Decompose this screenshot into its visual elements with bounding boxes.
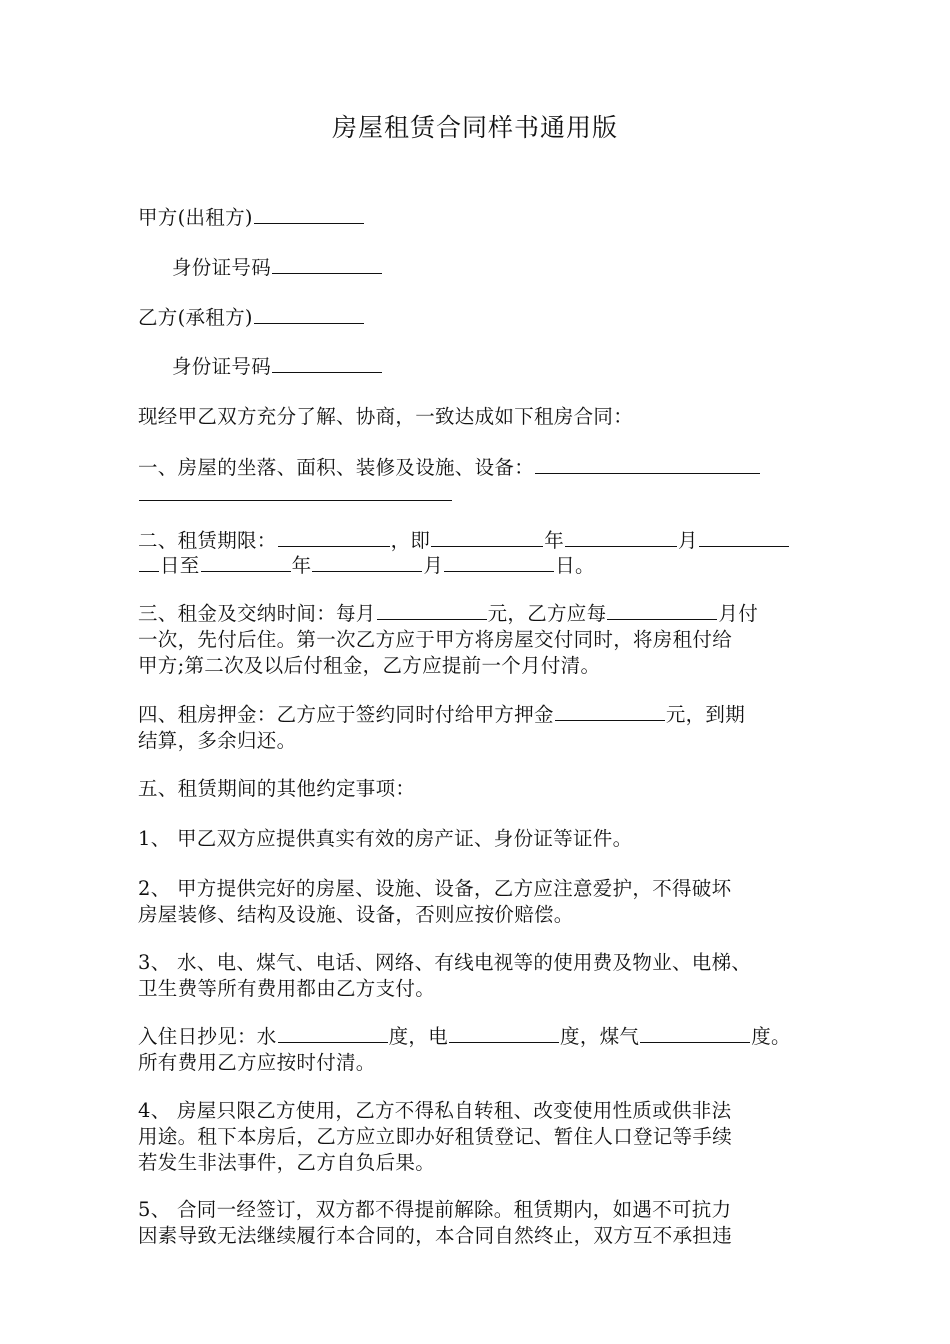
item-4-line-1: 4、 房屋只限乙方使用，乙方不得私自转租、改变使用性质或供非法: [138, 1099, 732, 1122]
end-month-field[interactable]: [312, 553, 422, 572]
start-year-field[interactable]: [431, 528, 543, 547]
start-day-unit: 日至: [160, 554, 200, 577]
property-details-field[interactable]: [535, 455, 760, 474]
water-reading-field[interactable]: [278, 1024, 388, 1043]
water-label: 入住日抄见：水: [138, 1025, 277, 1048]
section-5-heading: 五、租赁期间的其他约定事项：: [138, 777, 416, 800]
item-3-line-1: 3、 水、电、煤气、电话、网络、有线电视等的使用费及物业、电梯、: [138, 951, 752, 974]
electricity-label: 度，电: [388, 1025, 449, 1048]
lease-term-label: 二、租赁期限：: [138, 529, 277, 552]
party-a-line: [138, 202, 365, 230]
intro-text: 现经甲乙双方充分了解、协商，一致达成如下租房合同：: [138, 405, 634, 428]
start-month-unit: 月: [678, 529, 698, 552]
end-year-field[interactable]: [201, 553, 291, 572]
end-month-unit: 月: [423, 554, 444, 577]
party-b-id-label: 身份证号码: [172, 355, 272, 378]
party-a-name-field[interactable]: [254, 205, 364, 224]
section-1-label: 一、房屋的坐落、面积、装修及设施、设备：: [138, 456, 535, 479]
gas-unit: 度。: [751, 1025, 791, 1048]
start-month-field[interactable]: [565, 528, 677, 547]
monthly-rent-field[interactable]: [377, 601, 487, 620]
lease-term-field[interactable]: [278, 528, 390, 547]
electricity-reading-field[interactable]: [449, 1024, 559, 1043]
section-3-line-2: 一次，先付后住。第一次乙方应于甲方将房屋交付同时，将房租付给: [138, 628, 733, 651]
party-b-label: 乙方(承租方): [138, 306, 253, 329]
item-4-line-3: 若发生非法事件，乙方自负后果。: [138, 1151, 436, 1174]
item-2-line-1: 2、 甲方提供完好的房屋、设施、设备，乙方应注意爱护，不得破坏: [138, 877, 732, 900]
rent-label: 三、租金及交纳时间：每月: [138, 602, 376, 625]
party-b-id-field[interactable]: [272, 354, 382, 373]
party-a-label: 甲方(出租方): [138, 206, 253, 229]
meter-reading-line-2: 所有费用乙方应按时付清。: [138, 1051, 376, 1074]
gas-reading-field[interactable]: [640, 1024, 750, 1043]
payment-interval-unit: 月付: [718, 602, 759, 625]
section-4-line-1: [138, 699, 745, 727]
section-1-continuation: [138, 482, 453, 506]
item-1: 1、 甲乙双方应提供真实有效的房产证、身份证等证件。: [138, 827, 633, 850]
party-a-id-field[interactable]: [272, 255, 382, 274]
gas-label: 度，煤气: [560, 1025, 640, 1048]
party-b-name-field[interactable]: [254, 305, 364, 324]
start-year-unit: 年: [544, 529, 565, 552]
end-day-field[interactable]: [444, 553, 554, 572]
end-day-unit: 日。: [555, 554, 595, 577]
deposit-unit: 元，到期: [665, 703, 746, 726]
section-2-line-1: [138, 525, 790, 553]
section-4-line-2: 结算，多余归还。: [138, 729, 297, 752]
item-3-line-2: 卫生费等所有费用都由乙方支付。: [138, 977, 436, 1000]
section-3-line-1: [138, 598, 758, 626]
end-year-unit: 年: [291, 554, 312, 577]
document-title: 房屋租赁合同样书通用版: [331, 113, 618, 142]
section-3-line-3: 甲方;第二次及以后付租金，乙方应提前一个月付清。: [138, 654, 601, 677]
section-1-line: [138, 452, 761, 480]
party-b-line: [138, 302, 365, 330]
party-a-id-label: 身份证号码: [172, 256, 272, 279]
deposit-label: 四、租房押金：乙方应于签约同时付给甲方押金: [138, 703, 554, 726]
meter-reading-line-1: [138, 1021, 791, 1049]
item-2-line-2: 房屋装修、结构及设施、设备，否则应按价赔偿。: [138, 903, 574, 926]
section-2-line-2: [138, 550, 595, 578]
item-5-line-1: 5、 合同一经签订，双方都不得提前解除。租赁期内，如遇不可抗力: [138, 1198, 732, 1221]
start-day-field[interactable]: [699, 528, 789, 547]
item-5-line-2: 因素导致无法继续履行本合同的，本合同自然终止，双方互不承担违: [138, 1224, 733, 1247]
deposit-field[interactable]: [555, 702, 665, 721]
rent-connector: 元，乙方应每: [487, 602, 607, 625]
party-b-id-line: [172, 351, 383, 379]
party-a-id-line: [172, 252, 383, 280]
payment-interval-field[interactable]: [607, 601, 717, 620]
property-details-field-continued[interactable]: [139, 482, 452, 501]
lease-term-connector: ，即: [390, 529, 431, 552]
start-day-field-continued[interactable]: [139, 553, 159, 572]
item-4-line-2: 用途。租下本房后，乙方应立即办好租赁登记、暂住人口登记等手续: [138, 1125, 733, 1148]
